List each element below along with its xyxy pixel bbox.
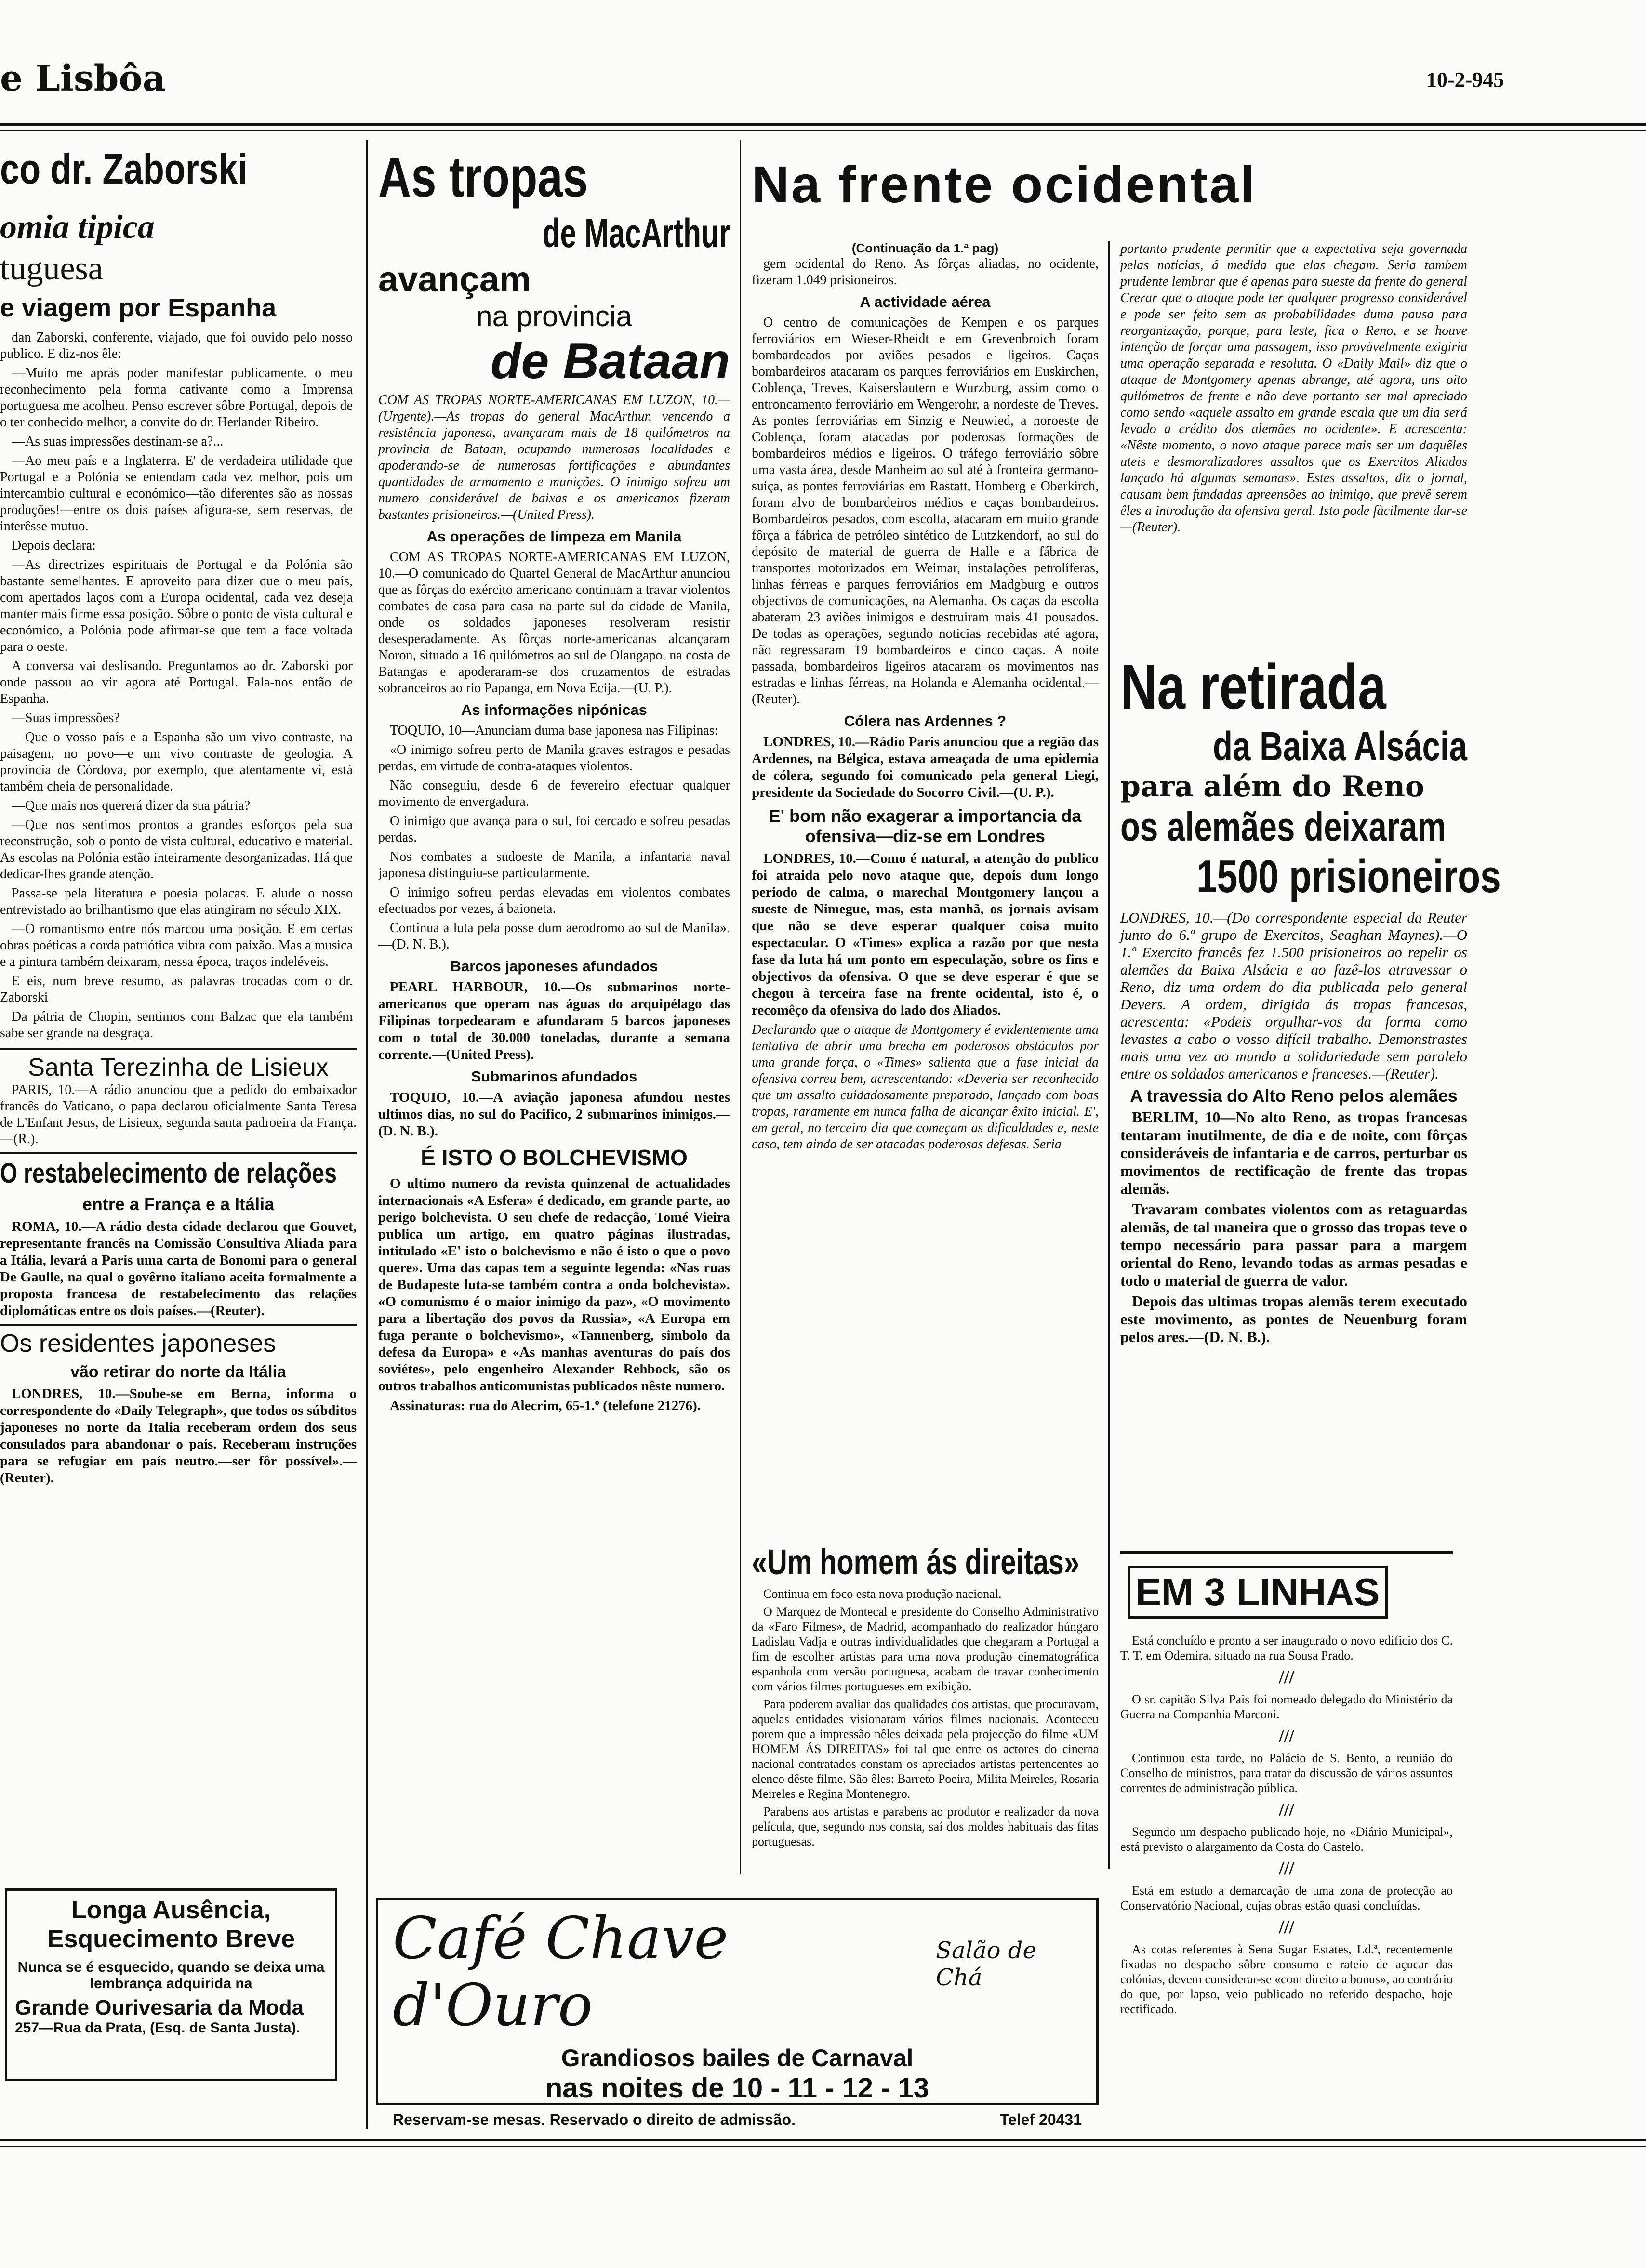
exagerar-subhead: E' bom não exagerar a importancia da ofensiva—diz-se em Londres (769, 806, 1082, 846)
list-item: As cotas referentes à Sena Sugar Estates, Ld.ª, recentemente fixadas no despacho sôbre consumo e rateio de açucar das colónias, devem considerar-se «com direito a bonus», ao contrário do que, por lapso, veio publicado no referido despacho, hoje rectificado. (1120, 1942, 1453, 2016)
japoneses-subtitle: vão retirar do norte da Itália (70, 1363, 286, 1381)
column-zaborski (0, 145, 357, 2134)
paragraph: Continua em foco esta nova produção nacional. (763, 1587, 1002, 1601)
submarinos-subhead: Submarinos afundados (471, 1068, 637, 1085)
paragraph: E eis, num breve resumo, as palavras trocadas com o dr. Zaborski (0, 974, 353, 1005)
paragraph: «O inimigo sofreu perto de Manila graves estragos e pesadas perdas, em virtude de contra-ataques violentos. (378, 742, 730, 774)
paragraph: Parabens aos artistas e parabens ao produtor e realizador da nova película, que, segundo nos consta, saí dos moldes habituais das fitas portuguesas. (752, 1805, 1099, 1848)
header-rule-thin (0, 130, 1646, 131)
paragraph: Para poderem avaliar das qualidades dos artistas, que procuravam, aquelas entidades visionaram vários filmes nacionais. Aconteceu porem que a impressão nêles deixada pela projecção do filme «UM HOMEM ÁS DIREITAS» foi tal que entre os actores do cinema nacional contratados constam os apreciados artistas pertencentes ao elenco dêste filme. São êles: Barreto Poeira, Milita Meireles, Rosaria Meireles e Regina Montenegro. (752, 1697, 1099, 1801)
linhas-title: EM 3 LINHAS (1128, 1566, 1388, 1619)
bolchevismo-text: O ultimo numero da revista quinzenal de actualidades internacionais «A Esfera» é dedicado, em grande parte, ao perigo bolchevista. O seu chefe de redacção, Tomé Vieira publica um artigo, em quatro páginas ilustradas, intitulado «E' isto o bolchevismo e não é isto o que o povo quere». Uma das capas tem a seguinte legenda: «Nas ruas de Budapeste luta-se também contra a onda bolchevista». «O comunismo é o maior inimigo da paz», «O movimento para a libertação dos povos da Russia», «A Europa em fuga perante o bolchevismo», «Tannenberg, simbolo da defesa da Europa» e «As manhas aventuras do país dos soviétes», pelo engenheiro Alexander Rehbock, são os outros trabalhos anticomunistas publicados nêste numero. (378, 1176, 730, 1394)
list-item: Segundo um despacho publicado hoje, no «Diário Municipal», está previsto o alargamento da Costa do Castelo. (1120, 1825, 1453, 1854)
cafe-line3: Reservam-se mesas. Reservado o direito de admissão. (393, 2111, 796, 2128)
cafe-line2: nas noites de 10 - 11 - 12 - 13 (545, 2072, 929, 2104)
kicker-portuguesa: tuguesa (0, 250, 103, 287)
retirada-h2-wrap (1120, 723, 1467, 770)
colera-text: LONDRES, 10.—Rádio Paris anunciou que a região das Ardennes, na Bélgica, estava ameaçada de uma epidemia de cólera, segundo foi comunicado pela general Liegi, presidente da Sociedade do Socorro Civil.—(U. P.). (752, 734, 1099, 800)
column-rule (740, 140, 741, 1874)
separator: /// (1279, 1800, 1294, 1820)
colera-subhead: Cólera nas Ardennes ? (844, 712, 1007, 729)
column-rule (1108, 241, 1110, 1869)
headline-macarthur: de MacArthur (542, 211, 730, 256)
paragraph: dan Zaborski, conferente, viajado, que foi ouvido pelo nosso publico. E diz-nos êle: (0, 330, 353, 361)
zaborski-body (0, 330, 357, 1042)
headline-zaborski: co dr. Zaborski (0, 145, 248, 193)
bolchevismo-subscription: Assinaturas: rua do Alecrim, 65-1.º (telefone 21276). (390, 1398, 701, 1413)
paragraph: —Muito me aprás poder manifestar publicamente, o meu reconhecimento pela forma cativante como a Imprensa portuguesa me acolheu. Penso escrever sôbre Portugal, depois de o ter conhecido melhor, a convite do dr. Herlander Ribeiro. (0, 366, 353, 430)
linhas-list (1120, 1633, 1453, 2134)
paragraph: —O romantismo entre nós marcou uma posição. E em certas obras poéticas a corda patriótica vibra com paixão. Mas a musica e a pintura também deixaram, nessa época, traços indeléveis. (0, 922, 353, 969)
relacoes-text: ROMA, 10.—A rádio desta cidade declarou que Gouvet, representante francês na Comissão Consultiva Aliada para a Itália, levará a Paris uma carta de Bonomi para o general De Gaulle, na qual o govêrno italiano aceita formalmente a proposta francesa de restabelecimento das relações diplomáticas entre os dois países.—(Reuter). (0, 1219, 357, 1319)
aerea-text: O centro de comunicações de Kempen e os parques ferroviários em Wieser-Rheidt e em Grevenbroich foram bombardeados por aviões pesados e ligeiros. Caças bombardeiros atacaram os parques ferroviários em Euskirchen, Coblença, Treves, Kaiserslautern e Wurzburg, assim como o entroncamento ferroviário em Wengerohr, a nordeste de Treves. As pontes ferroviárias em Sinzig e Neuwied, a noroeste de Coblença, foram atacadas por poderosas formações de bombardeiros médios e ligeiros. O tráfego ferroviário sôbre uma vasta área, desde Manheim ao sul até à fronteira germano-suiça, as pontes ferroviárias em Rastatt, Homberg e Oberkirch, foram alvo de bombardeiros médios e caças bombardeiros. Bombardeiros pesados, com escolta, atacaram em muito grande fôrça a fábrica de petróleo sintético de Lutzkendorf, ao sul do depósito de material de guerra de Halle e a fábrica de transportes motorizados em Weimar, instalações petrolíferas, linhas férreas e parques ferroviários em Madgburg e outros objectivos de comunicações, na Alemanha. Os caças da escolta abateram 23 aviões inimigos e destruiram mais 41 pousados. De todas as operações, segundo noticias recebidas até agora, não regressaram 19 bombardeiros e cinco caças. A noite passada, bombardeiros ligeiros atacaram os movimentos nas estradas e linhas férreas, na Holanda e Alemanha ocidental.—(Reuter). (752, 315, 1099, 707)
cafe-tel: Telef 20431 (999, 2111, 1082, 2128)
separator: /// (1279, 1859, 1294, 1879)
cafe-footer (393, 2111, 1082, 2129)
footer-rule-thin (0, 2146, 1646, 2147)
paragraph: Continua a luta pela posse dum aerodromo ao sul de Manila».—(D. N. B.). (378, 921, 730, 952)
headline-prisioneiros: 1500 prisioneiros (1196, 851, 1501, 902)
headline-avancam: avançam (378, 259, 531, 299)
headline-alsacia: da Baixa Alsácia (1213, 724, 1467, 769)
ad-line4: Grande Ourivesaria da Moda (15, 1996, 304, 2019)
paragraph: TOQUIO, 10—Anunciam duma base japonesa nas Filipinas: (390, 723, 718, 738)
footer-rule (0, 2139, 1646, 2141)
niponicas-subhead: As informações nipónicas (461, 701, 647, 718)
relacoes-subtitle: entre a França e a Itália (82, 1194, 275, 1214)
headline-provincia: na provincia (476, 300, 632, 332)
list-item: Continuou esta tarde, no Palácio de S. Bento, a reunião do Conselho de ministros, para tratar da discussão de vários assuntos correntes de administração pública. (1120, 1751, 1453, 1795)
continuation-note: (Continuação da 1.ª pag) (851, 241, 999, 255)
cafe-salao: Salão de Chá (936, 1937, 1036, 1991)
ad-line3: Nunca se é esquecido, quando se deixa uma lembrança adquirida na (17, 1959, 325, 1991)
paragraph: gem ocidental do Reno. As fôrças aliadas, no ocidente, fizeram 1.049 prisioneiros. (752, 256, 1099, 288)
paragraph: —Que nos sentimos prontos a grandes esforços pela sua reconstrução, sob o ponto de vista cultural, educativo e material. As escolas na Polónia estão inteiramente desorganizadas. Há que dedicar-lhes grande atenção. (0, 818, 353, 882)
ad-line1: Longa Ausência, (71, 1896, 271, 1924)
paragraph: —As directrizes espirituais de Portugal e da Polónia são bastante semelhantes. E aproveito para dizer que o meu país, com apertados laços com a Europa ocidental, cada vez deseja manter mais firme essa posição. Sôbre o ponto de vista cultural e económico, a Polónia pode afirmar-se que tem a face voltada para o oeste. (0, 557, 353, 654)
homem-article (752, 1542, 1099, 1879)
travessia-text2: Travaram combates violentos com as retaguardas alemãs, de tal maneira que o grosso das tropas teve o tempo necessário para passar para a margem oriental do Reno, levando todas as armas pesadas e todo o material de guerra de valor. (1120, 1200, 1467, 1289)
list-item: Está concluído e pronto a ser inaugurado o novo edificio dos C. T. T. em Odemira, situado na rua Sousa Prado. (1120, 1634, 1453, 1662)
headline-reno: para além do Reno (1120, 770, 1424, 804)
separator: /// (1279, 1726, 1294, 1746)
column-bataan (378, 145, 730, 1879)
cafe-ad (376, 1898, 1099, 2128)
paragraph: Não conseguiu, desde 6 de fevereiro efectuar qualquer movimento de envergadura. (378, 778, 730, 809)
paragraph: A conversa vai deslisando. Preguntamos ao dr. Zaborski por onde passou ao vir agora até Portugal. Fala-nos então de Espanha. (0, 659, 353, 706)
separator: /// (1279, 1917, 1294, 1938)
retirada-lead: LONDRES, 10.—(Do correspondente especial da Reuter junto do 6.º grupo de Exercitos, Seaghan Maynes).—O 1.º Exercito francês fez 1.500 prisioneiros ao repelir os alemães da Baixa Alsácia e ao fazê-los atravessar o Reno, diz uma ordem do dia publicada pelo general Devers. A ordem, dirigida ás tropas francesas, acrescenta: «Podeis orgulhar-vos da forma como levastes a cabo o vosso difícil trabalho. Demonstrastes mais uma vez ao mundo a solidariedade sem paralelo entre os soldados americanos e franceses.—(Reuter). (1120, 909, 1467, 1082)
ofensiva-text: LONDRES, 10.—Como é natural, a atenção do publico foi atraida pelo novo ataque que, depois dum longo periodo de calma, o marechal Montgomery lançou a sueste de Nimegue, mas, esta manhã, os jornais avisam que não se deve esperar qualquer coisa muito espectacular. O «Times» explica a razão por que nesta fase da luta há um ponto em especulação, sobre os fins e objectivos da ofensiva. O que se deve esperar é que se chegou à terceira fase na frente ocidental, isto é, o recomêço da ofensiva do lado dos Aliados. (752, 851, 1099, 1018)
japoneses-article (0, 1324, 357, 1487)
paragraph: Da pátria de Chopin, sentimos com Balzac que ela também sabe ser grande na desgraça. (0, 1009, 353, 1041)
list-item: O sr. capitão Silva Pais foi nomeado delegado do Ministério da Guerra na Companhia Marconi. (1120, 1692, 1453, 1721)
retirada-h5-wrap (1120, 850, 1501, 903)
travessia-text1: BERLIM, 10—No alto Reno, as tropas francesas tentaram inutilmente, de dia e de noite, com fôrças consideráveis de infantaria e de carros, perturbar os movimentos de rectificação de frente das tropas alemãs. (1120, 1108, 1467, 1197)
manila-text: COM AS TROPAS NORTE-AMERICANAS EM LUZON, 10.—O comunicado do Quartel General de MacArthur anunciou que as fôrças do exército americano continuam a travar violentos combates de casa para casa na parte sul da cidade de Manila, onde os soldados japoneses resolveram resistir desesperadamente. As fôrças norte-americanas alcançaram Noron, situado a 16 quilómetros ao sul de Olangapo, na costa de Batangas e apoderaram-se dos cruzamentos de estradas sobranceiros ao rio Papanga, em Nova Ecija.—(U. P.). (378, 550, 730, 696)
paragraph: O inimigo que avança para o sul, foi cercado e sofreu pesadas perdas. (378, 814, 730, 845)
barcos-subhead: Barcos japoneses afundados (450, 958, 658, 975)
headline-alemaes: os alemães deixaram (1120, 804, 1447, 849)
column-frente-cont (1120, 241, 1467, 641)
travessia-text3: Depois das ultimas tropas alemãs terem executado este movimento, as pontes de Neuenburg foram pelos ares.—(D. N. B.). (1120, 1292, 1467, 1345)
headline-bataan: de Bataan (490, 333, 730, 389)
paragraph: —Suas impressões? (12, 711, 120, 725)
list-item: Está em estudo a demarcação de uma zona de protecção ao Conservatório Nacional, cujas obras estão quasi concluídas. (1120, 1884, 1453, 1912)
column-rule (366, 140, 368, 2129)
barcos-text: PEARL HARBOUR, 10.—Os submarinos norte-americanos que operam nas águas do arquipélago das Filipinas torpedearam e afundaram 5 barcos japoneses com o total de 30.000 toneladas, durante a semana corrente.—(United Press). (378, 979, 730, 1062)
paragraph: —Que mais nos quererá dizer da sua pátria? (12, 798, 251, 813)
paragraph: —Que o vosso país e a Espanha são um vivo contraste, na paisagem, no povo—e um vivo contraste de geologia. A provincia de Córdova, por exemplo, que atentamente vi, está também cheia de personalidade. (0, 730, 353, 794)
cafe-ad-header (393, 1905, 1082, 2039)
relacoes-title: O restabelecimento de relações (0, 1158, 337, 1189)
kicker-tipica: omia tipica (0, 209, 155, 246)
paragraph: Depois declara: (12, 538, 96, 553)
frente-continuation: portanto prudente permitir que a expectativa seja governada pelas noticias, á medida que elas chegam. Seria tambem prudente lembrar que é apenas para sueste da frente do general Crerar que o ataque pode ter qualquer progresso considerável e pode ser feito sem as probabilidades duma pausa para reorganização, porque, para leste, fica o Reno, e se houve intenção de forçar uma passagem, isso provàvelmente exigiria uma operação separada e resoluta. O «Daily Mail» diz que o ataque de Montgomery apenas abrange, até agora, uns oito quilómetros de frente e não deve portanto ser mal apreciado como sendo «aquele assalto em grande escala que um dia será levado a crédito dos alemães no ocidente». E acrescenta: «Nêste momento, o novo ataque parece mais ser um daquêles uteis e desmoralizadores assaltos que os Exercitos Aliados lançado há algumas semanas». Estes assaltos, diz o jornal, causam bem fundadas apreensões ao inimigo, que prevê serem êles a introdução da ofensiva geral. Isto pode fàcilmente dar-se—(Reuter). (1120, 241, 1467, 535)
paragraph: Nos combates a sudoeste de Manila, a infantaria naval japonesa distinguiu-se particularmente. (378, 849, 730, 881)
head-macarthur-wrap (378, 210, 730, 257)
ofensiva-italic: Declarando que o ataque de Montgomery é evidentemente uma tentativa de abrir uma brecha em poderosos obstáculos por uma grande força, o «Times» salienta que a fase inicial da ofensiva correu bem, acrescentando: «Deveria ser reconhecido que um assalto cuidadosamente preparado, lançado com boas tropas, raramente em nunca falha de alcançar êxito inicial. E', em geral, no terceiro dia que começam as dificuldades e, neste caso, tem ainda de ser atacadas poderosas defesas. Seria (752, 1022, 1099, 1152)
manila-subhead: As operações de limpeza em Manila (426, 528, 682, 545)
lisieux-title: Santa Terezinha de Lisieux (28, 1054, 329, 1081)
issue-date: 10-2-945 (1426, 68, 1504, 92)
headline-retirada: Na retirada (1120, 651, 1386, 722)
paragraph: Passa-se pela literatura e poesia polacas. E alude o nosso entrevistado ao brilhantismo que elas atingiram no século XIX. (0, 886, 353, 917)
masthead: e Lisbôa (0, 58, 166, 99)
column-frente (752, 241, 1099, 1436)
headline-tropas: As tropas (378, 145, 588, 209)
paragraph: —Ao meu país e a Inglaterra. E' de verdadeira utilidade que Portugal e a Polónia se entendam cada vez melhor, pois um intercambio cultural e económico—tão diferentes são as nossas produções!—entre os dois países afigura-se, sem reservas, de interêsse mutuo. (0, 453, 353, 534)
paragraph: O Marquez de Montecal e presidente do Conselho Administrativo da «Faro Filmes», de Madrid, acompanhado do realizador húngaro Ladislau Vadja e outras individualidades que chegaram a Portugal a fim de escolher artistas para uma nova produção cinematográfica espanhola com versão portuguesa, acabam de travar conhecimento com vários filmes portugueses em exibição. (752, 1605, 1099, 1693)
kicker-espanha: e viagem por Espanha (0, 293, 277, 322)
ourivesaria-ad (5, 1888, 337, 2081)
paragraph: —As suas impressões destinam-se a?... (12, 434, 224, 449)
japoneses-text: LONDRES, 10.—Soube-se em Berna, informa o correspondente do «Daily Telegraph», que todos os súbditos japoneses no norte da Italia receberam ordem dos seus consulados para abandonar o país. Receberam instruções para se refugiar em país neutro.—ser fôr possível».—(Reuter). (0, 1386, 357, 1486)
retirada-article (1120, 650, 1501, 1566)
cafe-line1: Grandiosos bailes de Carnaval (561, 2044, 914, 2071)
bolchevismo-title: É ISTO O BOLCHEVISMO (421, 1145, 688, 1170)
separator: /// (1279, 1667, 1294, 1688)
header-rule (0, 123, 1646, 126)
lisieux-text: PARIS, 10.—A rádio anunciou que a pedido do embaixador francês do Vaticano, o papa declarou oficialmente Santa Teresa de L'Enfant Jesus, de Lisieux, segunda santa padroeira da França.—(R.). (0, 1082, 357, 1147)
submarinos-text: TOQUIO, 10.—A aviação japonesa afundou nestes ultimos dias, no sul do Pacifico, 2 submarinos inimigos.—(D. N. B.). (378, 1090, 730, 1139)
linhas-rule (1120, 1551, 1453, 1554)
japoneses-title: Os residentes japoneses (0, 1330, 276, 1358)
travessia-subhead: A travessia do Alto Reno pelos alemães (1130, 1086, 1458, 1106)
relacoes-article (0, 1152, 357, 1319)
ad-line5: 257—Rua da Prata, (Esq. de Santa Justa). (15, 2020, 300, 2036)
lisieux-article (0, 1048, 357, 1147)
aerea-subhead: A actividade aérea (860, 293, 991, 310)
ad-line2: Esquecimento Breve (47, 1925, 295, 1953)
homem-title: «Um homem ás direitas» (752, 1542, 1080, 1582)
paragraph: O inimigo sofreu perdas elevadas em violentos combates efectuados por vezes, á baioneta. (378, 885, 730, 916)
bataan-lead: COM AS TROPAS NORTE-AMERICANAS EM LUZON, 10.—(Urgente).—As tropas do general MacArthur, vencendo a resistência japonesa, avançaram mais de 18 quilómetros na provincia de Bataan, ocupando numerosas localidades e apoderando-se de numerosas fortificações e abundantes quantidades de armamento e munições. O inimigo sofreu um numero considerável de baixas e os americanos fizeram bastantes prisioneiros.—(United Press). (378, 393, 730, 522)
headline-frente: Na frente ocidental (752, 155, 1257, 213)
cafe-name: Café Chave d'Ouro (393, 1905, 729, 2039)
